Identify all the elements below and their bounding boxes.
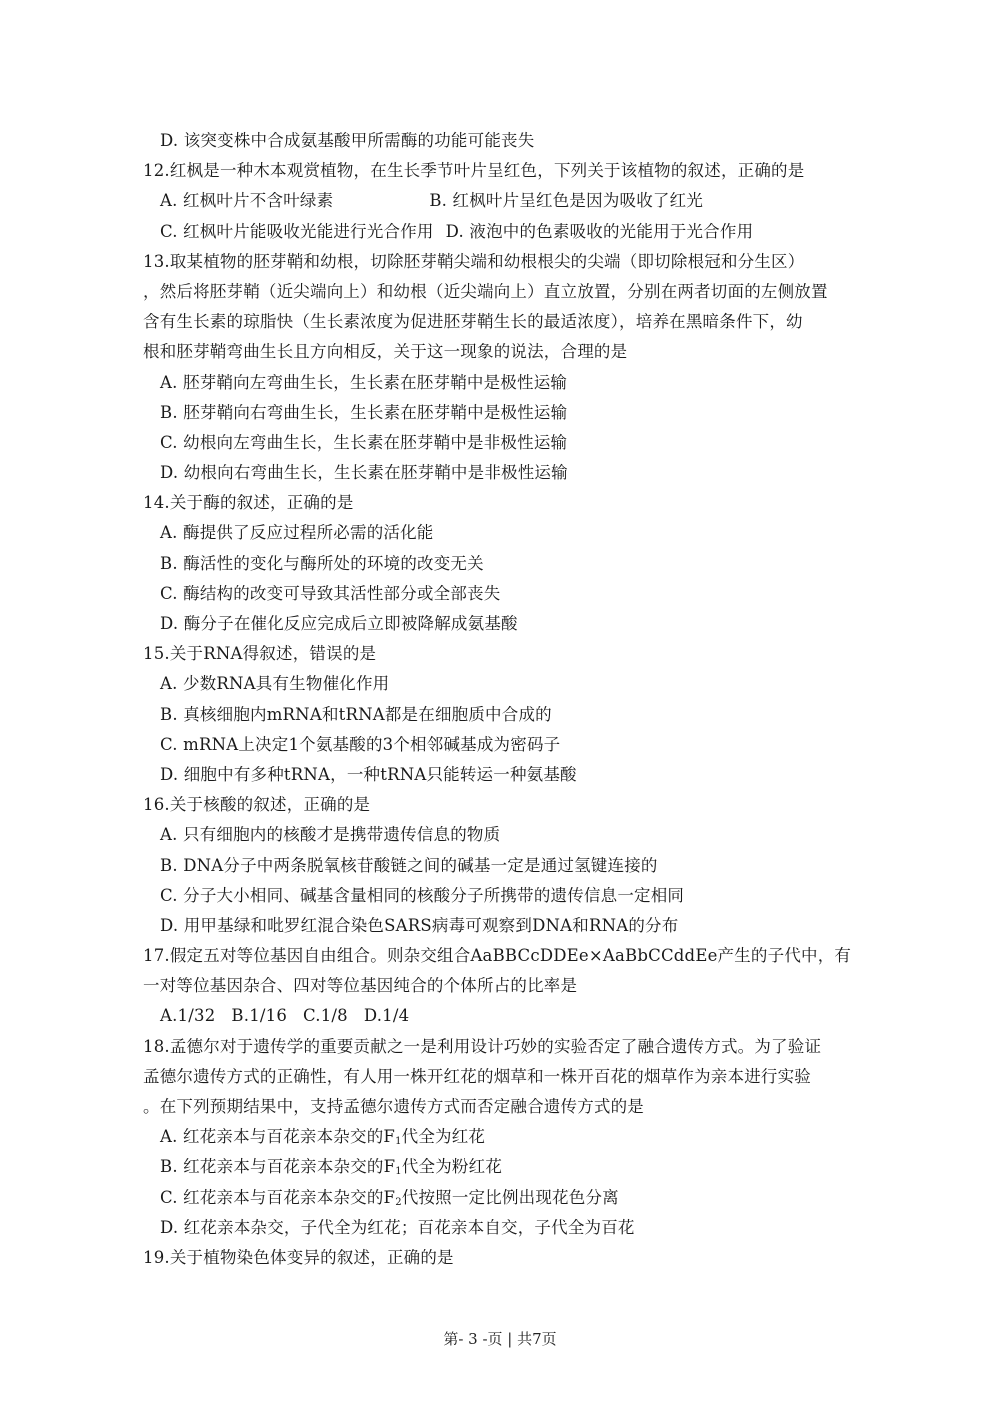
q17-option-d: D.1/4 — [363, 1006, 410, 1026]
q13-stem-line4: 根和胚芽鞘弯曲生长且方向相反，关于这一现象的说法，合理的是 — [143, 342, 628, 362]
q13-stem-line2: ，然后将胚芽鞘（近尖端向上）和幼根（近尖端向上）直立放置，分别在两者切面的左侧放置 — [143, 281, 828, 301]
page-footer: 第- 3 -页 | 共7页 — [443, 1330, 557, 1348]
q18-option-a — [143, 1122, 863, 1152]
q18-stem-line1: 18.孟德尔对于遗传学的重要贡献之一是利用设计巧妙的实验否定了融合遗传方式。为了验证 — [143, 1036, 822, 1056]
q18-option-c-text-end: 代按照一定比例出现花色分离 — [401, 1187, 619, 1207]
q15-option-c: C. mRNA上决定1个氨基酸的3个相邻碱基成为密码子 — [160, 734, 561, 754]
q18-option-b — [143, 1152, 863, 1182]
q18-stem-line2: 孟德尔遗传方式的正确性，有人用一株开红花的烟草和一株开百花的烟草作为亲本进行实验 — [143, 1066, 811, 1086]
q12-option-b: B. 红枫叶片呈红色是因为吸收了红光 — [429, 191, 704, 211]
q14-option-d: D. 酶分子在催化反应完成后立即被降解成氨基酸 — [160, 614, 518, 633]
q19-stem: 19.关于植物染色体变异的叙述，正确的是 — [143, 1247, 454, 1267]
q12-option-a: A. 红枫叶片不含叶绿素 — [160, 191, 334, 211]
q17-stem-line1: 17.假定五对等位基因自由组合。则杂交组合AaBBCcDDEe×AaBbCCddEe产生的子代中，有 — [143, 946, 852, 966]
q17-option-c: C.1/8 — [303, 1006, 348, 1026]
q18-stem-line3: 。在下列预期结果中，支持孟德尔遗传方式而否定融合遗传方式的是 — [143, 1097, 644, 1116]
q15-stem: 15.关于RNA得叙述，错误的是 — [143, 644, 377, 664]
q14-option-a: A. 酶提供了反应过程所必需的活化能 — [160, 523, 434, 543]
q13-stem-line3: 含有生长素的琼脂快（生长素浓度为促进胚芽鞘生长的最适浓度），培养在黑暗条件下，幼 — [143, 312, 803, 332]
q17-options-row — [143, 1001, 863, 1031]
q13-stem-line1: 13.取某植物的胚芽鞘和幼根，切除胚芽鞘尖端和幼根根尖的尖端（即切除根冠和分生区） — [143, 251, 805, 271]
q15-option-d: D. 细胞中有多种tRNA，一种tRNA只能转运一种氨基酸 — [160, 764, 577, 784]
q12-option-c: C. 红枫叶片能吸收光能进行光合作用 — [160, 221, 434, 241]
q18-option-a-text-end: 代全为红花 — [401, 1127, 486, 1147]
q18-option-c-subscript: 2 — [395, 1196, 402, 1208]
q13-option-d: D. 幼根向右弯曲生长，生长素在胚芽鞘中是非极性运输 — [160, 463, 568, 483]
q18-option-c — [143, 1183, 863, 1213]
q14-option-c: C. 酶结构的改变可导致其活性部分或全部丧失 — [160, 583, 501, 603]
q18-option-d: D. 红花亲本杂交，子代全为红花；百花亲本自交，子代全为百花 — [160, 1217, 635, 1237]
q17-option-b: B.1/16 — [231, 1006, 288, 1026]
q15-option-a: A. 少数RNA具有生物催化作用 — [160, 674, 390, 694]
q12-options-row2 — [143, 217, 863, 247]
q12-stem: 12.红枫是一种木本观赏植物，在生长季节叶片呈红色，下列关于该植物的叙述，正确的是 — [143, 161, 805, 181]
q12-option-d: D. 液泡中的色素吸收的光能用于光合作用 — [445, 221, 754, 241]
q18-option-b-subscript: 1 — [395, 1166, 402, 1178]
q18-option-c-text: C. 红花亲本与百花亲本杂交的F — [160, 1187, 396, 1207]
q16-stem: 16.关于核酸的叙述，正确的是 — [143, 795, 371, 815]
q16-option-a: A. 只有细胞内的核酸才是携带遗传信息的物质 — [160, 825, 501, 845]
q16-option-d: D. 用甲基绿和吡罗红混合染色SARS病毒可观察到DNA和RNA的分布 — [160, 915, 679, 935]
q14-option-b: B. 酶活性的变化与酶所处的环境的改变无关 — [160, 553, 484, 573]
q13-option-c: C. 幼根向左弯曲生长，生长素在胚芽鞘中是非极性运输 — [160, 432, 568, 452]
q18-option-b-text-end: 代全为粉红花 — [401, 1157, 503, 1177]
q13-option-b: B. 胚芽鞘向右弯曲生长，生长素在胚芽鞘中是极性运输 — [160, 402, 568, 422]
q18-option-a-text: A. 红花亲本与百花亲本杂交的F — [160, 1127, 396, 1147]
q12-options-row1 — [143, 186, 863, 216]
q17-stem-line2: 一对等位基因杂合、四对等位基因纯合的个体所占的比率是 — [143, 976, 578, 996]
q17-option-a: A.1/32 — [160, 1006, 216, 1026]
q16-option-c: C. 分子大小相同、碱基含量相同的核酸分子所携带的遗传信息一定相同 — [160, 885, 685, 905]
question-content — [143, 126, 863, 1273]
q15-option-b: B. 真核细胞内mRNA和tRNA都是在细胞质中合成的 — [160, 704, 552, 724]
q18-option-a-subscript: 1 — [395, 1136, 402, 1148]
q13-option-a: A. 胚芽鞘向左弯曲生长，生长素在胚芽鞘中是极性运输 — [160, 372, 568, 392]
q14-stem: 14.关于酶的叙述，正确的是 — [143, 493, 354, 513]
q16-option-b: B. DNA分子中两条脱氧核苷酸链之间的碱基一定是通过氢键连接的 — [160, 855, 658, 875]
q11-option-d: D. 该突变株中合成氨基酸甲所需酶的功能可能丧失 — [160, 131, 535, 150]
q18-option-b-text: B. 红花亲本与百花亲本杂交的F — [160, 1157, 396, 1177]
